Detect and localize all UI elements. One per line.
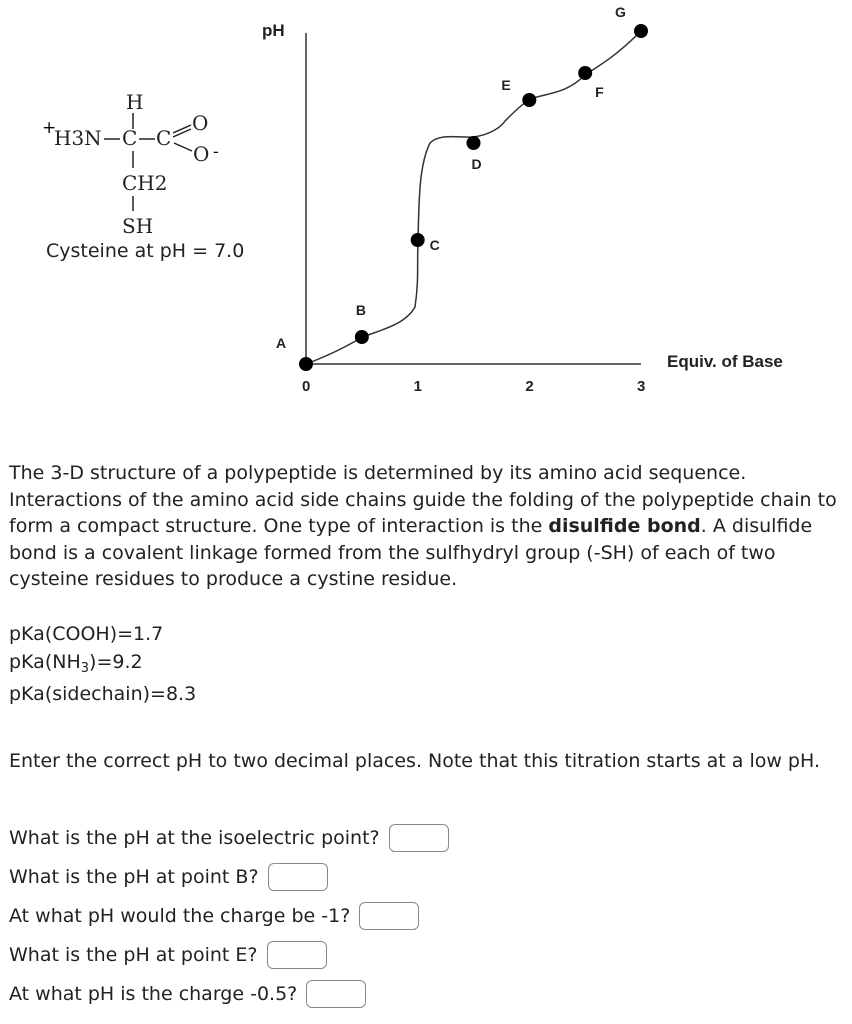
- point-e-ph-input[interactable]: [267, 941, 327, 969]
- titration-point-f: [578, 66, 592, 80]
- titration-point-e: [522, 93, 536, 107]
- question-isoelectric: [9, 824, 449, 852]
- x-tick-label: 0: [302, 378, 311, 395]
- question-label: What is the pH at the isoelectric point?: [9, 827, 380, 849]
- structure-caption: Cysteine at pH = 7.0: [46, 240, 245, 262]
- question-point-e: [9, 941, 327, 969]
- paragraph-text: The 3-D structure of a polypeptide is determined by its amino acid sequence. Interactions of the amino acid side chains guide the folding of the polypeptide chain to form a compact structure. One type of interaction is the: [9, 462, 837, 537]
- x-axis-label: Equiv. of Base: [667, 352, 783, 371]
- titration-point-g: [634, 24, 648, 38]
- question-charge-minus-half: [9, 980, 366, 1008]
- titration-point-a: [299, 357, 313, 371]
- pka-cooh: pKa(COOH)=1.7: [9, 623, 164, 645]
- charge-minus-one-ph-input[interactable]: [359, 902, 419, 930]
- point-label-f: F: [595, 84, 604, 100]
- point-label-b: B: [355, 302, 366, 318]
- x-tick-label: 2: [525, 378, 534, 395]
- point-label-g: G: [615, 4, 626, 20]
- ch2-label: CH2: [122, 171, 168, 195]
- pka-sidechain: pKa(sidechain)=8.3: [9, 683, 197, 705]
- plus-sign: +: [42, 118, 57, 138]
- double-bond-oxygen-label: O: [192, 111, 209, 135]
- alpha-carbon-label: C: [122, 126, 138, 150]
- point-b-ph-input[interactable]: [268, 863, 328, 891]
- paragraph-text-end: . A disulfide bond is a covalent linkage formed from the sulfhydryl group (-SH) of each of two cysteine residues to produce a cystine residue.: [9, 515, 813, 590]
- intro-paragraph: [9, 460, 844, 593]
- disulfide-bond-term: disulfide bond: [548, 515, 701, 537]
- x-tick-label: 1: [413, 378, 423, 395]
- titration-point-d: [467, 136, 481, 150]
- titration-point-c: [411, 233, 425, 247]
- question-label: What is the pH at point E?: [9, 944, 258, 966]
- pka-nh3: $pKa(NH_3)=9.2$: [9, 651, 143, 676]
- point-label-a: A: [276, 335, 287, 351]
- sh-label: SH: [122, 214, 154, 238]
- charge-minus-half-ph-input[interactable]: [306, 980, 366, 1008]
- single-bond-oxygen-label: O: [193, 142, 210, 166]
- minus-sign: -: [213, 142, 219, 161]
- pka-list: [9, 620, 196, 708]
- y-axis-label: pH: [262, 21, 285, 40]
- x-tick-label: 3: [637, 378, 646, 395]
- isoelectric-ph-input[interactable]: [389, 824, 449, 852]
- titration-point-b: [355, 330, 369, 344]
- instructions: Enter the correct pH to two decimal places. Note that this titration starts at a low pH.: [9, 750, 820, 772]
- question-charge-minus-one: [9, 902, 419, 930]
- question-point-b: [9, 863, 328, 891]
- h-label: H: [126, 90, 144, 114]
- question-label: At what pH would the charge be -1?: [9, 905, 351, 927]
- carbonyl-carbon-label: C: [156, 126, 172, 150]
- point-label-c: C: [429, 237, 440, 253]
- point-label-e: E: [501, 77, 511, 93]
- point-label-d: D: [471, 156, 482, 172]
- titration-chart: [255, 4, 815, 400]
- question-label: At what pH is the charge -0.5?: [9, 983, 298, 1005]
- amine-label: H3N: [54, 126, 102, 150]
- question-label: What is the pH at point B?: [9, 866, 259, 888]
